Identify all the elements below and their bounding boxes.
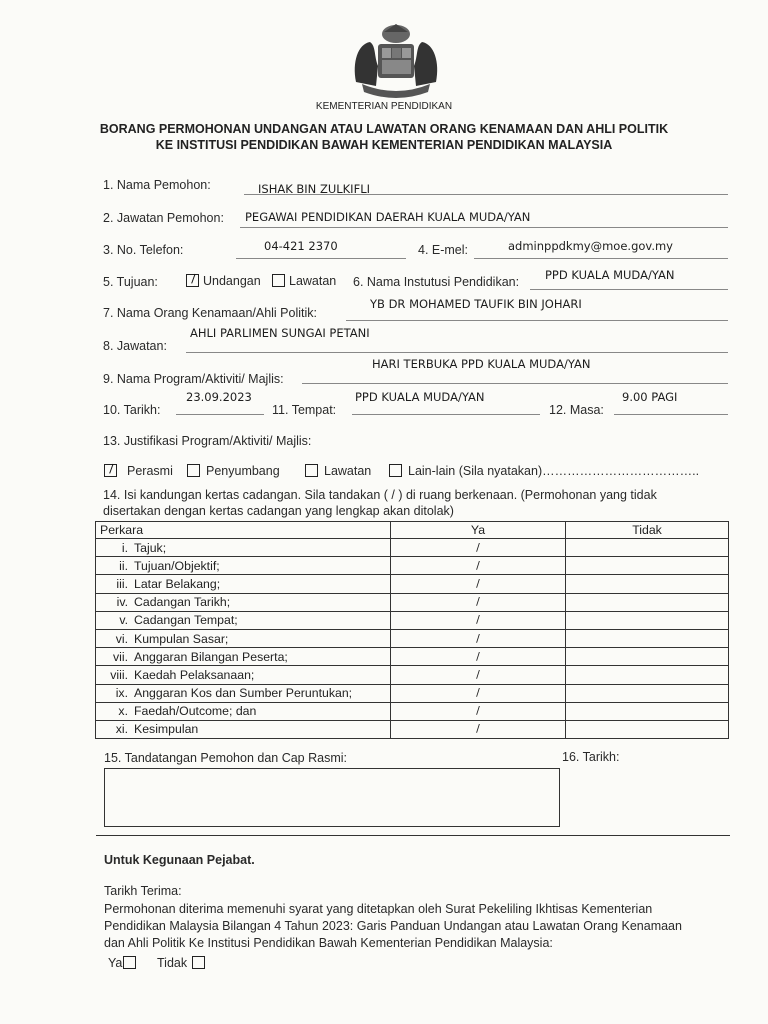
- row-number: xi.: [115, 722, 128, 737]
- email-underline: [474, 258, 728, 259]
- row-item: Kumpulan Sasar;: [134, 631, 229, 646]
- jawatan-pemohon-label: 2. Jawatan Pemohon:: [103, 211, 224, 225]
- lawatan-justifikasi-label: Lawatan: [324, 464, 372, 478]
- signature-stamp-box[interactable]: [104, 768, 560, 827]
- table-row: [96, 629, 729, 647]
- penyumbang-checkbox[interactable]: [187, 464, 200, 477]
- office-tidak-label: Tidak: [157, 956, 188, 970]
- row-number: ix.: [115, 686, 128, 701]
- undangan-checkbox[interactable]: [186, 274, 199, 287]
- institusi-label: 6. Nama Instutusi Pendidikan:: [353, 275, 520, 289]
- ya-cell[interactable]: /: [391, 629, 566, 647]
- nama-pemohon-underline: [244, 194, 728, 195]
- ya-cell[interactable]: /: [391, 593, 566, 611]
- tempat-value[interactable]: PPD KUALA MUDA/YAN: [355, 390, 485, 404]
- table-row: [96, 611, 729, 629]
- coat-of-arms-emblem: [348, 22, 444, 100]
- justifikasi-lawatan-option[interactable]: [305, 464, 371, 478]
- row-number: v.: [119, 613, 128, 628]
- signature-label: 15. Tandatangan Pemohon dan Cap Rasmi:: [104, 751, 347, 765]
- tidak-cell[interactable]: [566, 629, 729, 647]
- telefon-label: 3. No. Telefon:: [103, 243, 184, 257]
- ya-cell[interactable]: /: [391, 539, 566, 557]
- lain-lain-checkbox[interactable]: [389, 464, 402, 477]
- row-item: Kesimpulan: [134, 722, 199, 737]
- ya-cell[interactable]: /: [391, 648, 566, 666]
- row-number: iv.: [116, 595, 128, 610]
- row-number: viii.: [110, 667, 128, 682]
- header-perkara: Perkara: [96, 522, 391, 539]
- tarikh-value[interactable]: 23.09.2023: [186, 390, 252, 404]
- table-row: [96, 575, 729, 593]
- masa-value[interactable]: 9.00 PAGI: [622, 390, 678, 404]
- penyumbang-label: Penyumbang: [206, 464, 280, 478]
- tidak-cell[interactable]: [566, 666, 729, 684]
- form-title-line1: BORANG PERMOHONAN UNDANGAN ATAU LAWATAN ORANG KENAMAAN DAN AHLI POLITIK: [99, 122, 669, 136]
- tidak-cell[interactable]: [566, 648, 729, 666]
- section-divider: [96, 835, 730, 836]
- institusi-value[interactable]: PPD KUALA MUDA/YAN: [545, 268, 675, 282]
- office-paragraph-line2: Pendidikan Malaysia Bilangan 4 Tahun 2023: Garis Panduan Undangan atau Lawatan Orang Kenamaan: [104, 919, 682, 933]
- perasmi-label: Perasmi: [127, 464, 173, 478]
- tempat-label: 11. Tempat:: [272, 403, 337, 417]
- ya-cell[interactable]: /: [391, 575, 566, 593]
- office-paragraph-line1: Permohonan diterima memenuhi syarat yang ditetapkan oleh Surat Pekeliling Ikhtisas Kementerian: [104, 902, 653, 916]
- jawatan-value[interactable]: AHLI PARLIMEN SUNGAI PETANI: [190, 326, 370, 340]
- orang-kenamaan-value[interactable]: YB DR MOHAMED TAUFIK BIN JOHARI: [370, 297, 582, 311]
- tempat-underline: [352, 414, 540, 415]
- justifikasi-perasmi-option[interactable]: [104, 464, 173, 478]
- row-number: ii.: [119, 558, 128, 573]
- justifikasi-penyumbang-option[interactable]: [187, 464, 280, 478]
- kertas-cadangan-table: [95, 521, 729, 739]
- masa-label: 12. Masa:: [549, 403, 604, 417]
- section14-instruction-line2: disertakan dengan kertas cadangan yang lengkap akan ditolak): [103, 504, 454, 518]
- form-title-line2: KE INSTITUSI PENDIDIKAN BAWAH KEMENTERIAN PENDIDIKAN MALAYSIA: [155, 138, 613, 152]
- table-row: [96, 557, 729, 575]
- lawatan-label: Lawatan: [289, 274, 337, 288]
- tidak-cell[interactable]: [566, 684, 729, 702]
- office-tidak-checkbox[interactable]: [192, 956, 205, 969]
- orang-kenamaan-label: 7. Nama Orang Kenamaan/Ahli Politik:: [103, 306, 317, 320]
- row-item: Kaedah Pelaksanaan;: [134, 667, 255, 682]
- table-row: [96, 702, 729, 720]
- section14-instruction-line1: 14. Isi kandungan kertas cadangan. Sila tandakan ( / ) di ruang berkenaan. (Permohonan yang tidak: [103, 488, 657, 502]
- tarikh-terima-label: Tarikh Terima:: [104, 884, 182, 898]
- tujuan-lawatan-option[interactable]: [272, 274, 336, 288]
- row-number: x.: [118, 704, 128, 719]
- row-number: iii.: [116, 576, 128, 591]
- tarikh-underline: [176, 414, 264, 415]
- ya-cell[interactable]: /: [391, 557, 566, 575]
- tidak-cell[interactable]: [566, 575, 729, 593]
- ya-cell[interactable]: /: [391, 666, 566, 684]
- tidak-cell[interactable]: [566, 539, 729, 557]
- office-ya-option[interactable]: [108, 956, 140, 970]
- row-item: Cadangan Tarikh;: [134, 595, 231, 610]
- ya-cell[interactable]: /: [391, 720, 566, 738]
- lawatan-justifikasi-checkbox[interactable]: [305, 464, 318, 477]
- email-value[interactable]: adminppdkmy@moe.gov.my: [508, 239, 673, 253]
- email-label: 4. E-mel:: [418, 243, 469, 257]
- office-ya-label: Ya: [108, 956, 123, 970]
- tidak-cell[interactable]: [566, 611, 729, 629]
- telefon-value[interactable]: 04-421 2370: [264, 239, 338, 253]
- tujuan-undangan-option[interactable]: [186, 274, 261, 288]
- table-row: [96, 666, 729, 684]
- tidak-cell[interactable]: [566, 557, 729, 575]
- justifikasi-label: 13. Justifikasi Program/Aktiviti/ Majlis:: [103, 434, 312, 448]
- tidak-cell[interactable]: [566, 720, 729, 738]
- row-item: Anggaran Bilangan Peserta;: [134, 649, 288, 664]
- office-use-heading: Untuk Kegunaan Pejabat.: [104, 853, 255, 867]
- table-row: [96, 720, 729, 738]
- telefon-underline: [236, 258, 406, 259]
- row-item: Tajuk;: [134, 540, 167, 555]
- tidak-cell[interactable]: [566, 593, 729, 611]
- ya-cell[interactable]: /: [391, 684, 566, 702]
- tujuan-label: 5. Tujuan:: [103, 275, 158, 289]
- table-row: [96, 684, 729, 702]
- tarikh16-label: 16. Tarikh:: [562, 750, 620, 764]
- office-tidak-option[interactable]: [157, 956, 209, 970]
- table-header-row: [96, 522, 729, 539]
- row-number: vi.: [115, 631, 128, 646]
- lain-lain-label: Lain-lain (Sila nyatakan)………………………………..: [408, 464, 700, 478]
- row-number: vii.: [112, 649, 128, 664]
- jawatan-pemohon-underline: [240, 227, 728, 228]
- tidak-cell[interactable]: [566, 702, 729, 720]
- undangan-label: Undangan: [203, 274, 261, 288]
- office-paragraph-line3: dan Ahli Politik Ke Institusi Pendidikan Bawah Kementerian Pendidikan Malaysia:: [104, 936, 553, 950]
- row-number: i.: [121, 540, 128, 555]
- row-item: Anggaran Kos dan Sumber Peruntukan;: [134, 686, 353, 701]
- table-row: [96, 593, 729, 611]
- program-underline: [302, 383, 728, 384]
- orang-kenamaan-underline: [346, 320, 728, 321]
- ya-cell[interactable]: /: [391, 702, 566, 720]
- row-item: Faedah/Outcome; dan: [134, 704, 257, 719]
- ministry-name: KEMENTERIAN PENDIDIKAN: [315, 101, 453, 112]
- office-ya-checkbox[interactable]: [123, 956, 136, 969]
- institusi-underline: [530, 289, 728, 290]
- ya-cell[interactable]: /: [391, 611, 566, 629]
- row-item: Tujuan/Objektif;: [134, 558, 220, 573]
- jawatan-pemohon-value[interactable]: PEGAWAI PENDIDIKAN DAERAH KUALA MUDA/YAN: [245, 210, 531, 224]
- nama-pemohon-value[interactable]: ISHAK BIN ZULKIFLI: [258, 182, 370, 196]
- row-item: Cadangan Tempat;: [134, 613, 238, 628]
- justifikasi-lain-option[interactable]: [389, 464, 699, 478]
- jawatan-underline: [186, 352, 728, 353]
- program-label: 9. Nama Program/Aktiviti/ Majlis:: [103, 372, 284, 386]
- header-tidak: Tidak: [566, 522, 729, 539]
- perasmi-checkbox[interactable]: [104, 464, 117, 477]
- table-row: [96, 539, 729, 557]
- tarikh-label: 10. Tarikh:: [103, 403, 161, 417]
- program-value[interactable]: HARI TERBUKA PPD KUALA MUDA/YAN: [372, 357, 591, 371]
- header-ya: Ya: [391, 522, 566, 539]
- jawatan-label: 8. Jawatan:: [103, 339, 167, 353]
- lawatan-checkbox[interactable]: [272, 274, 285, 287]
- row-item: Latar Belakang;: [134, 576, 221, 591]
- table-row: [96, 648, 729, 666]
- masa-underline: [614, 414, 728, 415]
- nama-pemohon-label: 1. Nama Pemohon:: [103, 178, 211, 192]
